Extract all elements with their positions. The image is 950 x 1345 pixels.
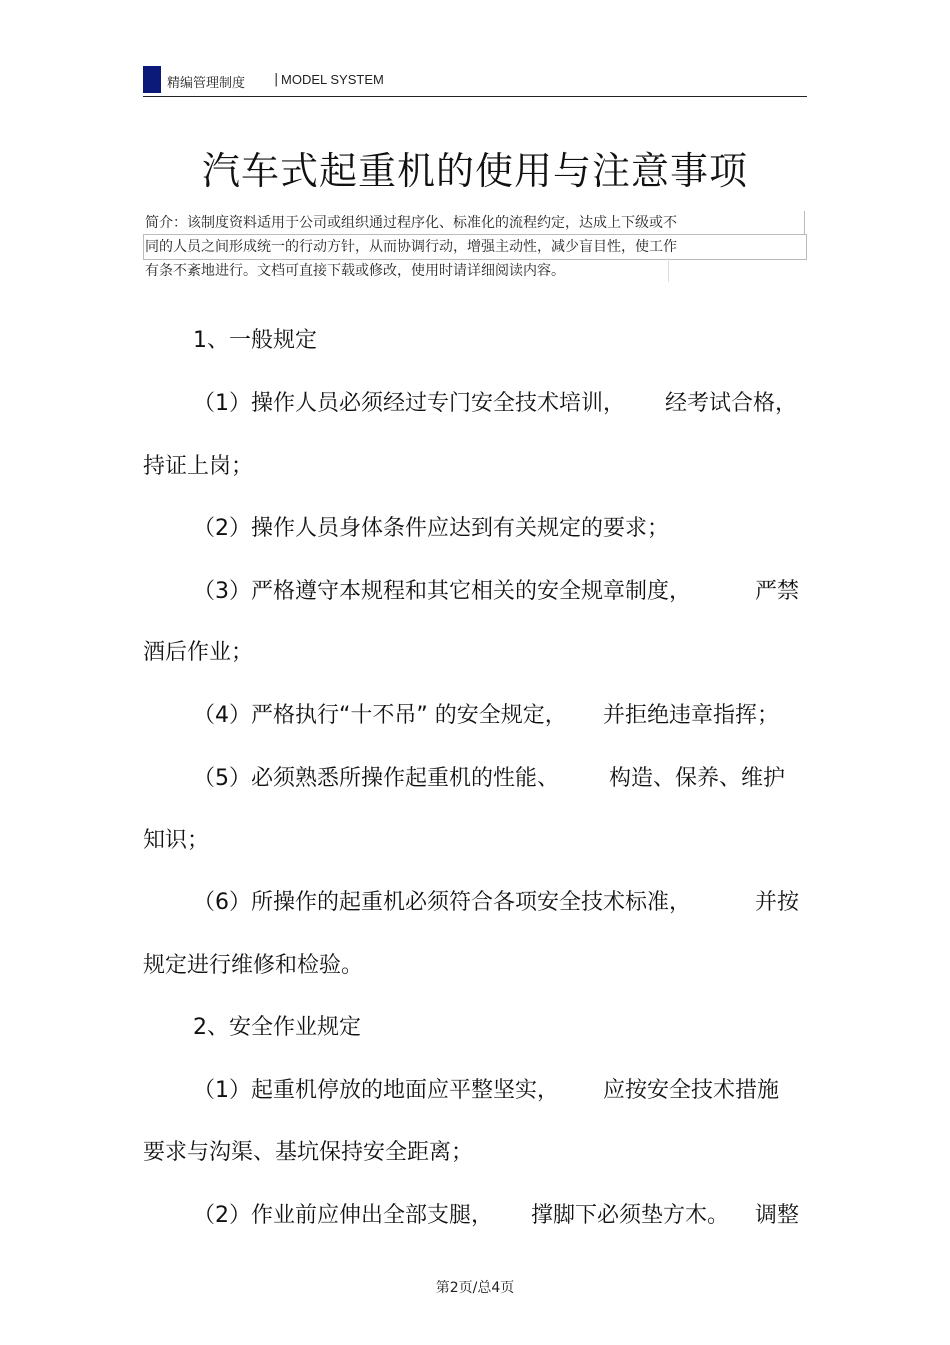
paragraph-text: （2）作业前应伸出全部支腿， <box>193 1203 493 1228</box>
paragraph-text: （2）操作人员身体条件应达到有关规定的要求； <box>193 516 669 541</box>
paragraph-text: 持证上岗； <box>143 454 254 479</box>
intro-summary <box>143 211 807 283</box>
paragraph-text: （1）操作人员必须经过专门安全技术培训， <box>193 391 625 416</box>
paragraph-text: 撑脚下必须垫方木。 <box>531 1203 730 1228</box>
paragraph-text: （3）严格遵守本规程和其它相关的安全规章制度， <box>193 579 691 604</box>
header-separator: | <box>274 72 279 87</box>
intro-line: 同的人员之间形成统一的行动方针，从而协调行动，增强主动性，减少盲目性，使工作 <box>145 239 677 255</box>
paragraph-text: 酒后作业； <box>143 640 254 665</box>
intro-line: 简介：该制度资料适用于公司或组织通过程序化、标准化的流程约定，达成上下级或不 <box>145 215 677 231</box>
paragraph-text: 要求与沟渠、基坑保持安全距离； <box>143 1140 474 1165</box>
paragraph-text: 并拒绝违章指挥； <box>603 703 780 728</box>
section-heading: 1、一般规定 <box>193 328 317 353</box>
intro-line: 有条不紊地进行。文档可直接下载或修改，使用时请详细阅读内容。 <box>145 263 565 279</box>
document-title: 汽车式起重机的使用与注意事项 <box>201 149 748 193</box>
paragraph-text: 调整 <box>755 1203 800 1228</box>
header-brand: 精编管理制度 <box>167 76 246 91</box>
header-system-label: MODEL SYSTEM <box>281 72 384 87</box>
section-heading: 2、安全作业规定 <box>193 1015 361 1040</box>
paragraph-text: 严禁 <box>755 579 800 604</box>
paragraph-text: （5）必须熟悉所操作起重机的性能、 <box>193 766 559 791</box>
paragraph-text: （4）严格执行“十不吊” 的安全规定， <box>193 703 567 728</box>
page-number: 第2页/总4页 <box>435 1280 515 1296</box>
paragraph-text: 知识； <box>143 828 210 853</box>
paragraph-text: 构造、保养、维护 <box>609 766 786 791</box>
paragraph-text: 应按安全技术措施 <box>603 1078 780 1103</box>
paragraph-text: （1）起重机停放的地面应平整坚实， <box>193 1078 559 1103</box>
paragraph-text: 规定进行维修和检验。 <box>143 953 364 978</box>
paragraph-text: （6）所操作的起重机必须符合各项安全技术标准， <box>193 890 691 915</box>
paragraph-text: 并按 <box>755 890 800 915</box>
logo-icon <box>143 66 161 93</box>
page-header <box>143 66 807 97</box>
paragraph-text: 经考试合格， <box>665 391 798 416</box>
